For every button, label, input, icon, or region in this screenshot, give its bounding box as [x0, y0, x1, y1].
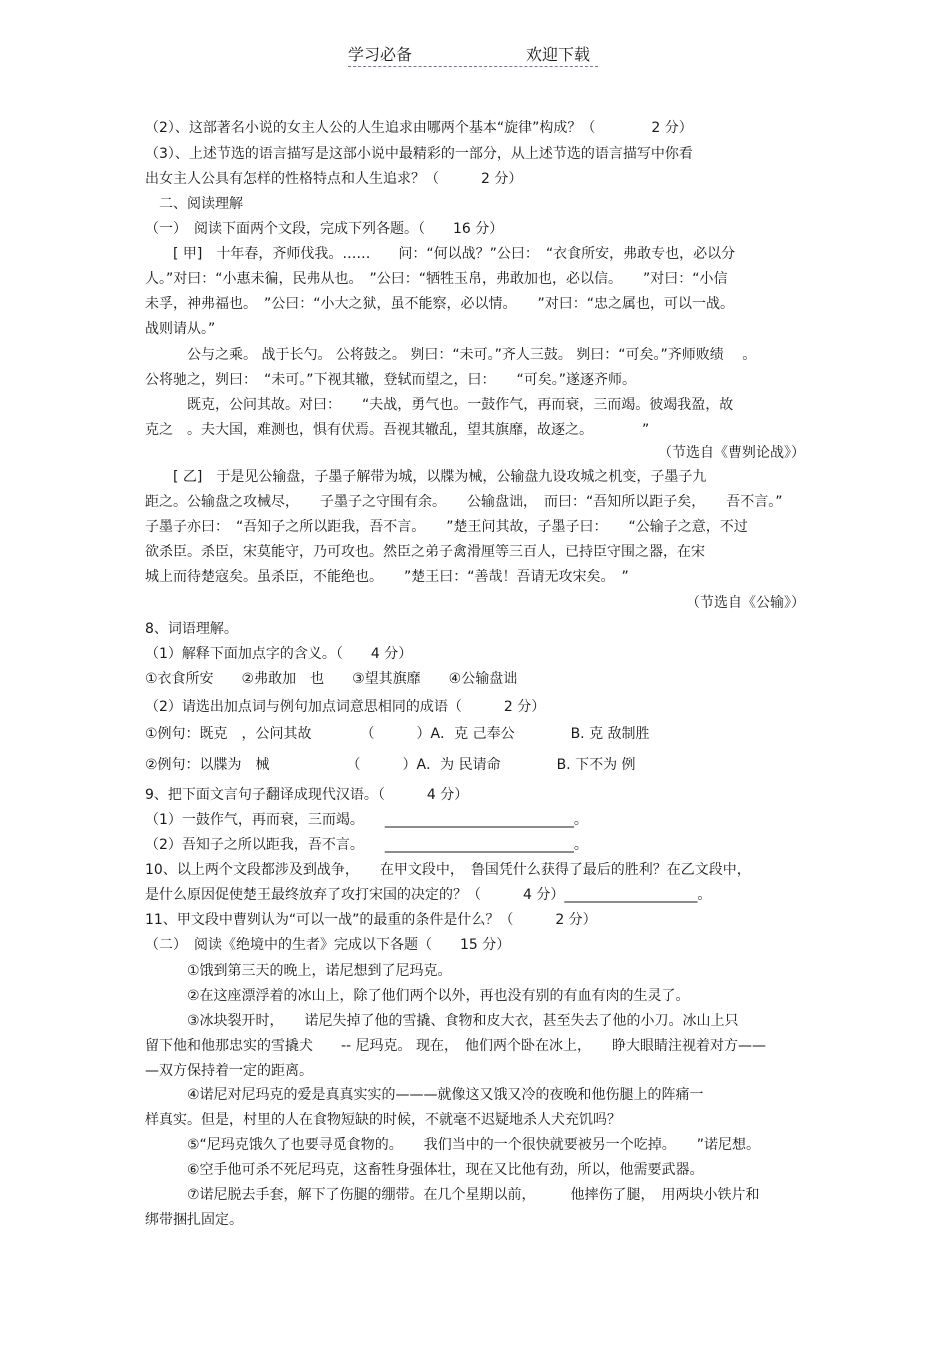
text-line: 公与之乘。 战于长勺。 公将鼓之。 刿曰：“未可。”齐人三鼓。 刿曰：“可矣。”齐师败绩 。 — [145, 347, 757, 363]
text-line: ②在这座漂浮着的冰山上，除了他们两个以外，再也没有别的有血有肉的生灵了。 — [145, 988, 690, 1004]
text-line: ⑥空手他可杀不死尼玛克，这畜牲身强体壮，现在又比他有劲，所以，他需要武器。 — [145, 1162, 704, 1178]
text-line: 样真实。但是，村里的人在食物短缺的时候，不就毫不迟疑地杀人犬充饥吗？ — [145, 1112, 621, 1128]
page-header — [348, 42, 598, 67]
text-line: （二） 阅读《绝境中的生者》完成以下各题（ 15 分） — [145, 937, 511, 953]
text-line: 出女主人公具有怎样的性格特点和人生追求？（ 2 分） — [145, 171, 523, 187]
text-line: 公将驰之，刿曰： “未可。”下视其辙，登轼而望之，曰： “可矣。”遂逐齐师。 — [145, 372, 637, 388]
text-line: 8、词语理解。 — [145, 621, 238, 637]
text-line: 11、甲文段中曹刿认为“可以一战”的最重的条件是什么？（ 2 分） — [145, 912, 597, 928]
text-line: 距之。公输盘之攻械尽， 子墨子之守围有余。 公输盘诎， 而曰：“吾知所以距子矣， 吾不言。” — [145, 494, 783, 510]
text-line: 9、把下面文言句子翻译成现代汉语。（ 4 分） — [145, 787, 469, 803]
text-line: 10、以上两个文段都涉及到战争， 在甲文段中， 鲁国凭什么获得了最后的胜利？在乙文段中， — [145, 862, 751, 878]
text-line: ①饿到第三天的晚上，诺尼想到了尼玛克。 — [145, 963, 452, 979]
text-line: 子墨子亦曰： “吾知子之所以距我，吾不言。 ”楚王问其故，子墨子曰： “公输子之意，不过 — [145, 519, 748, 535]
text-line: [ 甲] 十年春，齐师伐我。…… 问：“何以战？”公曰： “衣食所安，弗敢专也，必以分 — [145, 246, 736, 262]
text-line: 既克，公问其故。对曰： “夫战，勇气也。一鼓作气，再而衰，三而竭。彼竭我盈，故 — [145, 397, 734, 413]
text-line: ②例句：以牒为 械 （ ）A．为 民请命 B. 下不为 例 — [145, 757, 636, 773]
text-line: （3）、上述节选的语言描写是这部小说中最精彩的一部分，从上述节选的语言描写中你看 — [145, 146, 693, 162]
text-line: 未孚，神弗福也。 ”公曰：“小大之狱，虽不能察，必以情。 ”对曰：“忠之属也，可以一战。 — [145, 296, 735, 312]
text-line: 欲杀臣。杀臣，宋莫能守，乃可攻也。然臣之弟子禽滑厘等三百人，已持臣守围之器，在宋 — [145, 544, 705, 560]
text-line: 留下他和他那忠实的雪撬犬 -- 尼玛克。 现在， 他们两个卧在冰上， 睁大眼睛注视着对方—— — [145, 1038, 767, 1054]
text-line: [ 乙] 于是见公输盘，子墨子解带为城，以牒为械，公输盘九设攻城之机变，子墨子九 — [145, 469, 707, 485]
text-line: ①衣食所安 ②弗敢加 也 ③望其旗靡 ④公输盘诎 — [145, 671, 518, 687]
text-line: 绑带捆扎固定。 — [145, 1212, 243, 1228]
text-line: 战则请从。” — [145, 321, 216, 337]
source-citation: （节选自《曹刿论战》） — [658, 445, 805, 461]
text-line: ④诺尼对尼玛克的爱是真真实实的———就像这又饿又冷的夜晚和他伤腿上的阵痛一 — [145, 1087, 704, 1103]
header-right: 欢迎下载 — [526, 45, 591, 64]
text-line: 二、阅读理解 — [145, 196, 243, 212]
text-line: ⑤“尼玛克饿久了也要寻觅食物的。 我们当中的一个很快就要被另一个吃掉。 ”诺尼想。 — [145, 1137, 761, 1153]
text-line: （1）解释下面加点字的含义。（ 4 分） — [145, 646, 413, 662]
text-line: （2）吾知子之所以距我，吾不言。 ___________________________。 — [145, 837, 588, 853]
text-line: （2）、这部著名小说的女主人公的人生追求由哪两个基本“旋律”构成？（ 2 分） — [145, 120, 693, 136]
text-line: 是什么原因促使楚王最终放弃了攻打宋国的决定的？（ 4 分）___________________。 — [145, 887, 712, 903]
source-citation: （节选自《公输》） — [686, 595, 805, 611]
text-line: —双方保持着一定的距离。 — [145, 1063, 313, 1079]
text-line: 城上而待楚寇矣。虽杀臣，不能绝也。 ”楚王曰：“善哉！吾请无攻宋矣。 ” — [145, 569, 629, 585]
text-line: ③冰块裂开时， 诺尼失掉了他的雪撬、食物和皮大衣，甚至失去了他的小刀。冰山上只 — [145, 1013, 739, 1029]
text-line: （一） 阅读下面两个文段，完成下列各题。（ 16 分） — [145, 221, 504, 237]
text-line: ①例句：既克 ，公问其故 （ ）A．克 己奉公 B. 克 敌制胜 — [145, 726, 650, 742]
text-line: 人。”对曰：“小惠未徧，民弗从也。 ”公曰：“牺牲玉帛，弗敢加也，必以信。 ”对曰：“小信 — [145, 271, 728, 287]
header-left: 学习必备 — [348, 45, 413, 64]
text-line: ⑦诺尼脱去手套，解下了伤腿的绷带。在几个星期以前， 他摔伤了腿， 用两块小铁片和 — [145, 1187, 760, 1203]
text-line: （1）一鼓作气，再而衰，三而竭。 ___________________________。 — [145, 812, 588, 828]
text-line: 克之 。夫大国，难测也，惧有伏焉。吾视其辙乱，望其旗靡，故逐之。 ” — [145, 422, 650, 438]
text-line: （2）请选出加点词与例句加点词意思相同的成语（ 2 分） — [145, 699, 546, 715]
